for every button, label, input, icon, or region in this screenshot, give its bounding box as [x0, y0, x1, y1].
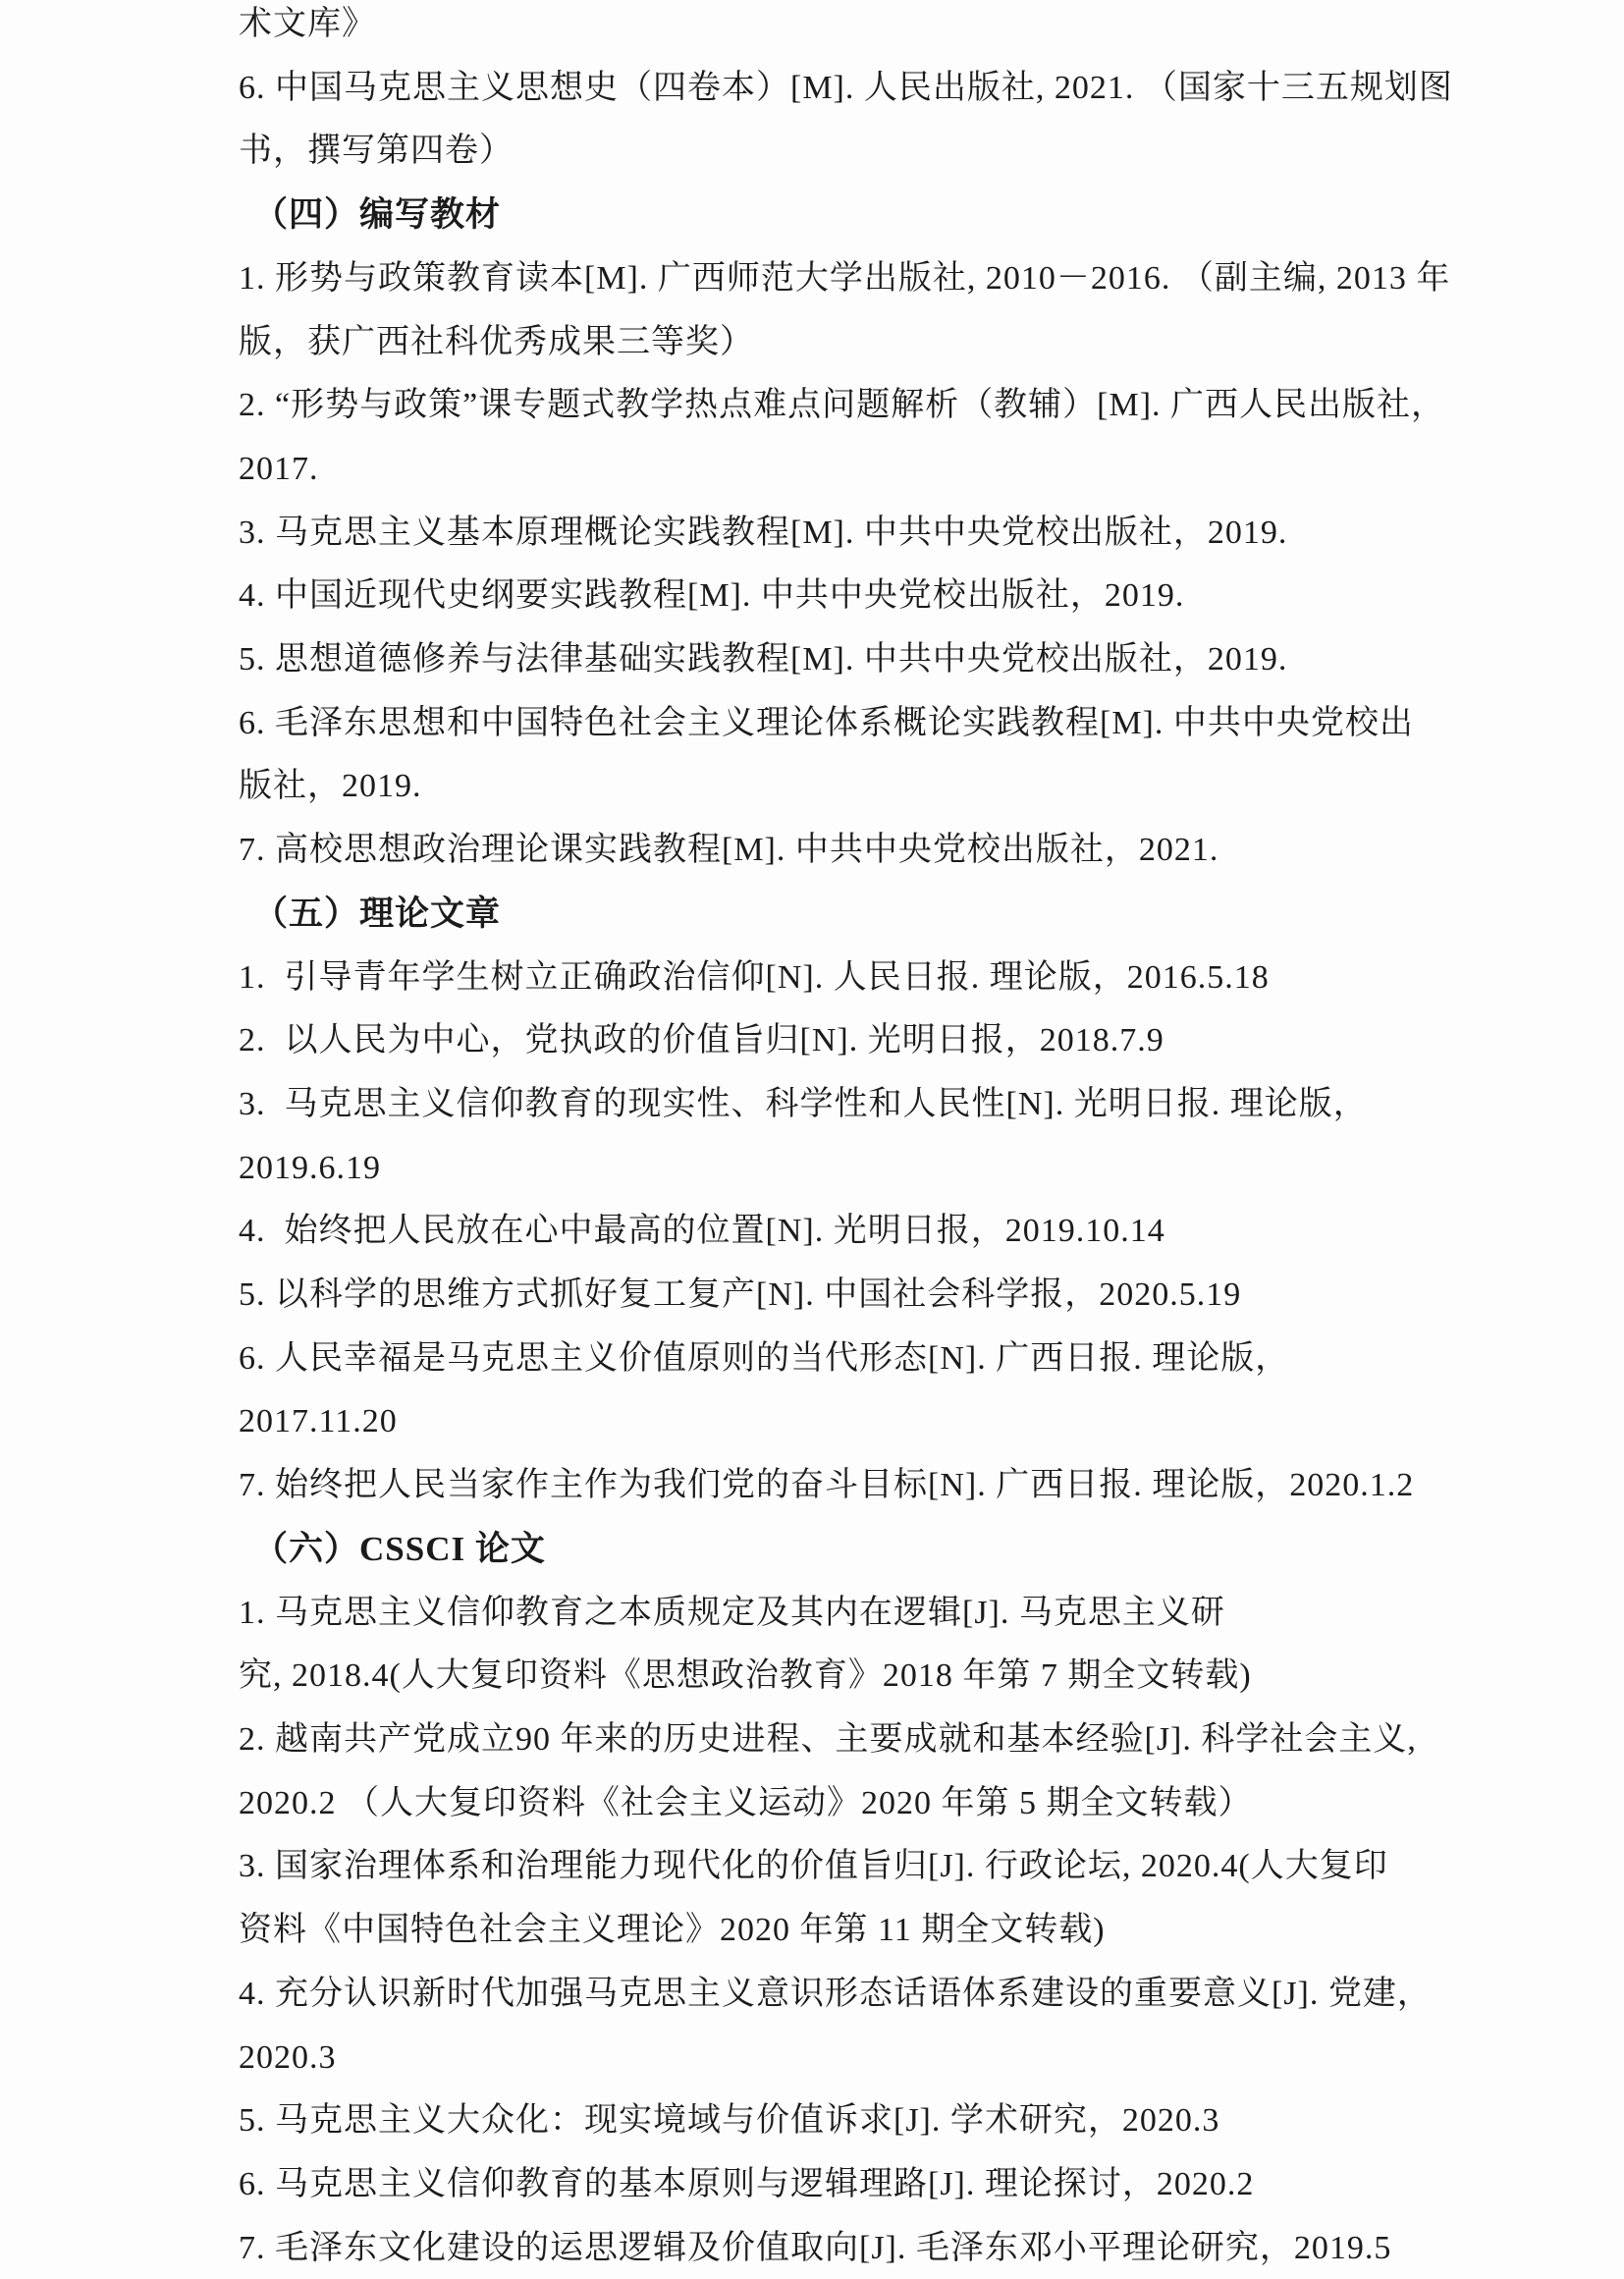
publication-entry-continuation: 资料《中国特色社会主义理论》2020 年第 11 期全文转载) — [239, 1912, 1106, 1949]
publication-entry: 3. 马克思主义信仰教育的现实性、科学性和人民性[N]. 光明日报. 理论版， — [239, 1085, 1368, 1122]
publication-entry: 5. 马克思主义大众化：现实境域与价值诉求[J]. 学术研究，2020.3 — [239, 2102, 1220, 2140]
publication-entry-continuation: 2020.2 （人大复印资料《社会主义运动》2020 年第 5 期全文转载） — [239, 1784, 1253, 1821]
publication-entry: 1. 形势与政策教育读本[M]. 广西师范大学出版社, 2010－2016. （副主编, 2013 年 — [239, 259, 1451, 297]
document-content — [239, 0, 1456, 2279]
publication-entry-continuation: 2020.3 — [239, 2038, 337, 2076]
publication-entry-continuation: 书，撰写第四卷） — [239, 133, 514, 170]
section-heading: （五）理论文章 — [253, 894, 502, 933]
publication-entry: 3. 马克思主义基本原理概论实践教程[M]. 中共中央党校出版社，2019. — [239, 514, 1288, 551]
section-heading: （六）CSSCI 论文 — [253, 1529, 546, 1568]
publication-entry: 6. 中国马克思主义思想史（四卷本）[M]. 人民出版社, 2021. （国家十三五规划图 — [239, 69, 1453, 106]
publication-entry-continuation: 2017.11.20 — [239, 1403, 398, 1440]
publication-entry: 4. 始终把人民放在心中最高的位置[N]. 光明日报，2019.10.14 — [239, 1213, 1165, 1250]
publication-entry: 2. “形势与政策”课专题式教学热点难点问题解析（教辅）[M]. 广西人民出版社， — [239, 387, 1446, 424]
publication-entry: 5. 以科学的思维方式抓好复工复产[N]. 中国社会科学报，2020.5.19 — [239, 1276, 1242, 1314]
publication-entry: 1. 马克思主义信仰教育之本质规定及其内在逻辑[J]. 马克思主义研 — [239, 1594, 1225, 1631]
publication-entry: 2. 越南共产党成立90 年来的历史进程、主要成就和基本经验[J]. 科学社会主义, — [239, 1720, 1417, 1758]
section-heading: （四）编写教材 — [253, 195, 502, 235]
publication-entry: 2. 以人民为中心，党执政的价值旨归[N]. 光明日报，2018.7.9 — [239, 1022, 1164, 1059]
publication-entry: 1. 引导青年学生树立正确政治信仰[N]. 人民日报. 理论版，2016.5.18 — [239, 958, 1270, 996]
publication-entry-continuation: 2017. — [239, 450, 319, 487]
publication-entry: 7. 始终把人民当家作主作为我们党的奋斗目标[N]. 广西日报. 理论版，2020.1.2 — [239, 1467, 1415, 1504]
publication-entry-continuation: 2019.6.19 — [239, 1149, 381, 1186]
publication-entry: 4. 充分认识新时代加强马克思主义意识形态话语体系建设的重要意义[J]. 党建， — [239, 1975, 1432, 2012]
publication-entry: 4. 中国近现代史纲要实践教程[M]. 中共中央党校出版社，2019. — [239, 577, 1185, 615]
publication-entry: 6. 马克思主义信仰教育的基本原则与逻辑理路[J]. 理论探讨，2020.2 — [239, 2165, 1255, 2202]
publication-entry: 7. 高校思想政治理论课实践教程[M]. 中共中央党校出版社，2021. — [239, 832, 1219, 869]
publication-entry-continuation: 版社，2019. — [239, 768, 422, 805]
publication-entry: 5. 思想道德修养与法律基础实践教程[M]. 中共中央党校出版社，2019. — [239, 641, 1288, 678]
publication-entry: 术文库》 — [239, 6, 376, 42]
publication-entry-continuation: 版，获广西社科优秀成果三等奖） — [239, 323, 754, 360]
publication-entry-continuation: 究, 2018.4(人大复印资料《思想政治教育》2018 年第 7 期全文转载) — [239, 1657, 1252, 1695]
publication-entry: 7. 毛泽东文化建设的运思逻辑及价值取向[J]. 毛泽东邓小平理论研究，2019.5 — [239, 2229, 1392, 2266]
publication-entry: 6. 毛泽东思想和中国特色社会主义理论体系概论实践教程[M]. 中共中央党校出 — [239, 704, 1414, 741]
publication-entry: 3. 国家治理体系和治理能力现代化的价值旨归[J]. 行政论坛, 2020.4(人大复印 — [239, 1848, 1388, 1885]
publication-entry: 6. 人民幸福是马克思主义价值原则的当代形态[N]. 广西日报. 理论版， — [239, 1339, 1290, 1377]
